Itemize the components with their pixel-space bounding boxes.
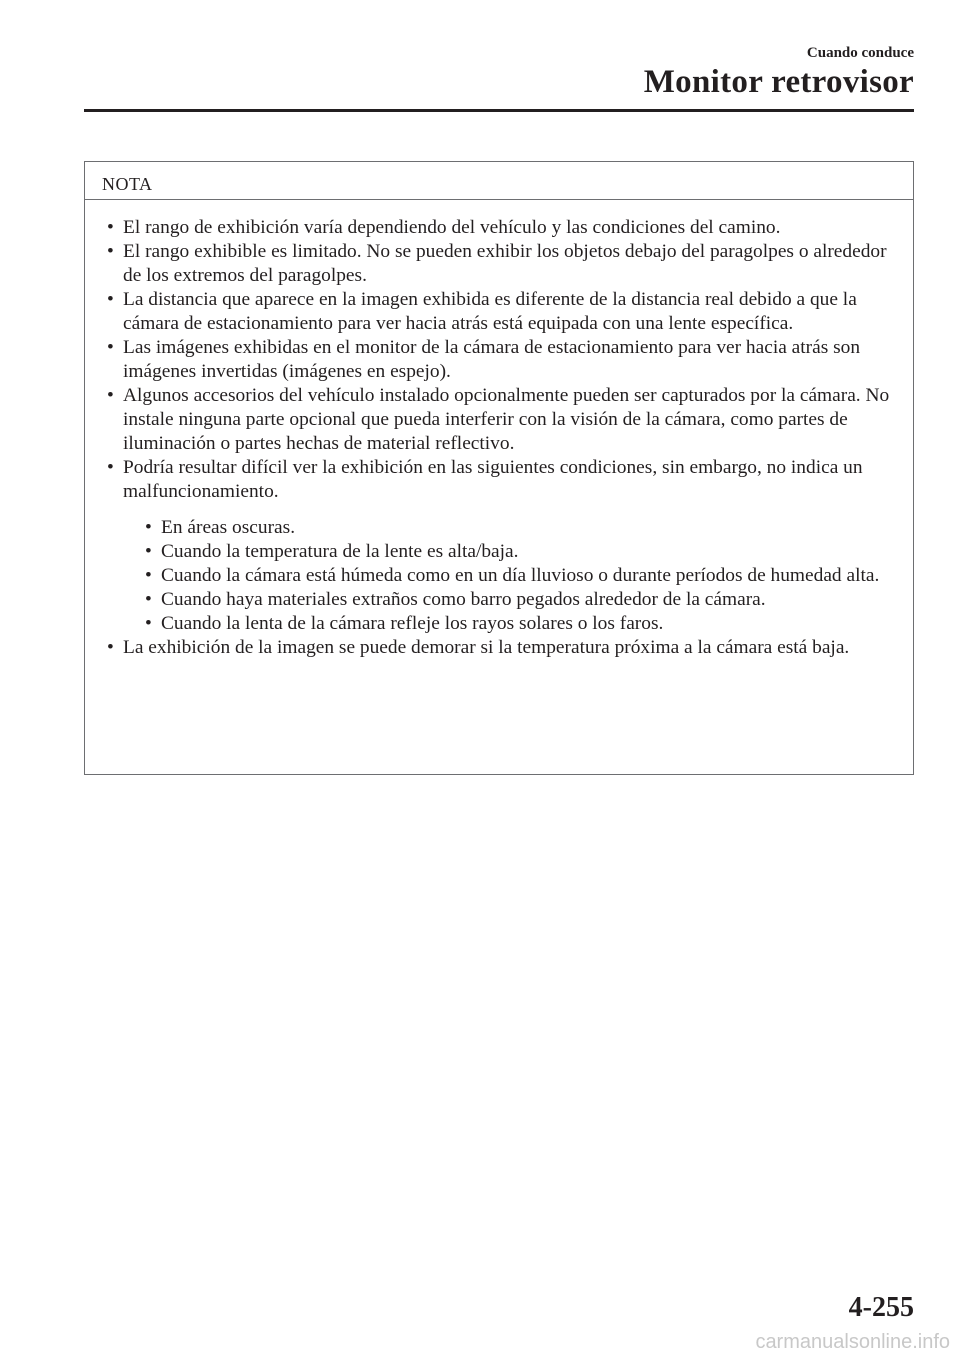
bullet: • <box>107 217 114 238</box>
condition-item <box>143 564 905 588</box>
bullet: • <box>107 385 114 406</box>
condition-item <box>143 516 905 540</box>
note-item-text: El rango de exhibición varía dependiendo del vehículo y las condiciones del camino. <box>123 217 781 238</box>
page-title: Monitor retrovisor <box>643 64 914 100</box>
note-item-text: La exhibición de la imagen se puede demorar si la temperatura próxima a la cámara está baja. <box>123 637 850 658</box>
condition-item <box>143 540 905 564</box>
page-number: 4-255 <box>848 1292 914 1323</box>
bullet: • <box>107 241 114 262</box>
note-item <box>105 288 905 336</box>
note-item <box>105 456 905 636</box>
condition-item-text: Cuando la cámara está húmeda como en un día lluvioso o durante períodos de humedad alta. <box>161 565 880 586</box>
condition-item-text: Cuando la lenta de la cámara refleje los rayos solares o los faros. <box>161 613 664 634</box>
condition-list <box>123 504 905 636</box>
note-item <box>105 240 905 288</box>
section-name: Cuando conduce <box>806 45 914 61</box>
note-item <box>105 636 905 660</box>
condition-item-text: Cuando haya materiales extraños como barro pegados alrededor de la cámara. <box>161 589 766 610</box>
note-item-text: La distancia que aparece en la imagen exhibida es diferente de la distancia real debido a que la cámara de estacionamiento para ver hacia atrás está equipada con una lente específica. <box>123 289 857 334</box>
note-item <box>105 216 905 240</box>
bullet: • <box>145 589 152 610</box>
bullet: • <box>107 289 114 310</box>
note-item-text: Podría resultar difícil ver la exhibición en las siguientes condiciones, sin embargo, no indica un malfuncionamiento. <box>123 457 863 502</box>
bullet: • <box>145 517 152 538</box>
bullet: • <box>145 565 152 586</box>
watermark[interactable]: carmanualsonline.info <box>755 1331 950 1353</box>
condition-item <box>143 612 905 636</box>
bullet: • <box>145 541 152 562</box>
condition-item-text: Cuando la temperatura de la lente es alta/baja. <box>161 541 519 562</box>
page-header <box>644 44 914 100</box>
note-list <box>85 200 913 660</box>
bullet: • <box>107 457 114 478</box>
header-rule <box>84 109 914 112</box>
note-box <box>84 161 914 775</box>
note-item-text: Algunos accesorios del vehículo instalado opcionalmente pueden ser capturados por la cámara. No instale ninguna parte opcional que pueda interferir con la visión de la cámara, como partes de iluminación o partes hechas de material reflectivo. <box>123 385 890 454</box>
note-item-text: El rango exhibible es limitado. No se pueden exhibir los objetos debajo del paragolpes o alrededor de los extremos del paragolpes. <box>123 241 887 286</box>
condition-item-text: En áreas oscuras. <box>161 517 296 538</box>
bullet: • <box>145 613 152 634</box>
bullet: • <box>107 337 114 358</box>
note-item <box>105 384 905 456</box>
note-item-text: Las imágenes exhibidas en el monitor de la cámara de estacionamiento para ver hacia atrás son imágenes invertidas (imágenes en espejo). <box>123 337 861 382</box>
condition-item <box>143 588 905 612</box>
bullet: • <box>107 637 114 658</box>
note-item <box>105 336 905 384</box>
note-label: NOTA <box>102 174 153 194</box>
